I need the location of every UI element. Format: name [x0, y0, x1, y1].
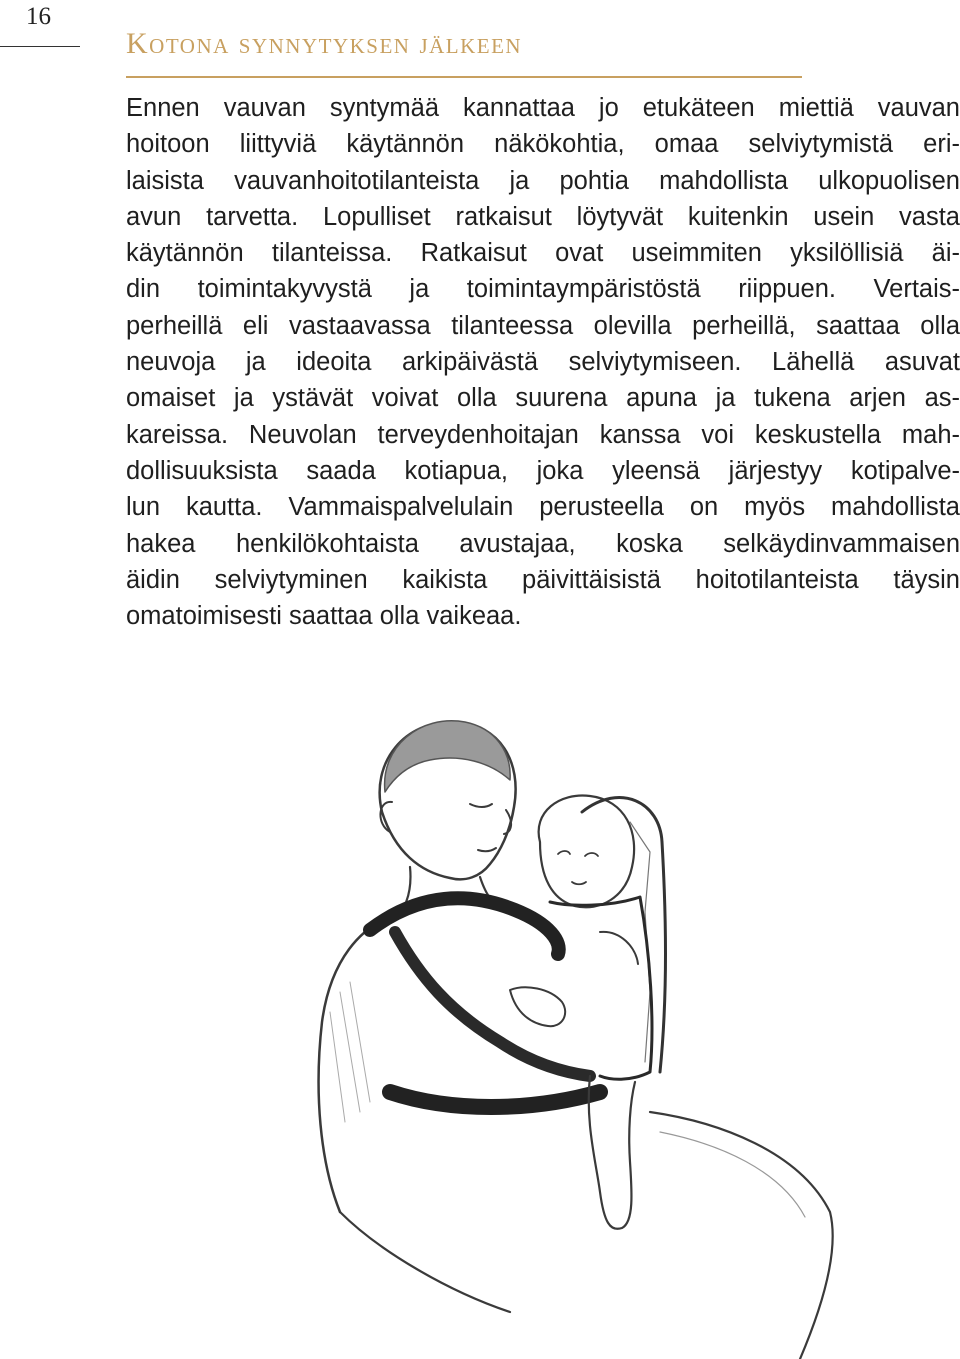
carrier-waist-band: [390, 1092, 600, 1107]
adult-arm: [340, 1212, 510, 1312]
body-line: din toimintakyvystä ja toimintaympäristöstä riippuen. Vertais-: [126, 275, 960, 304]
carrier-body: [550, 897, 652, 1079]
adult-back: [319, 914, 400, 1212]
adult-eye: [470, 804, 492, 807]
adult-lap: [650, 1112, 833, 1359]
baby-eye-right: [585, 853, 598, 856]
body-line: hakea henkilökohtaista avustajaa, koska selkäydinvammaisen: [126, 529, 960, 558]
adult-lap-shade: [660, 1132, 805, 1217]
baby-eye-left: [558, 851, 570, 854]
chapter-title: Kotona synnytyksen jälkeen: [126, 27, 523, 60]
parent-with-baby-carrier-illustration: [300, 692, 840, 1359]
body-line: neuvoja ja ideoita arkipäivästä selviytymiseen. Lähellä asuvat: [126, 348, 960, 377]
baby-mouth: [572, 882, 586, 884]
body-paragraph: [126, 90, 960, 634]
adult-mouth: [478, 848, 496, 851]
body-line: avun tarvetta. Lopulliset ratkaisut löytyvät kuitenkin usein vasta: [126, 202, 960, 231]
body-line: käytännön tilanteissa. Ratkaisut ovat useimmiten yksilöllisiä äi-: [126, 239, 960, 268]
baby-arm: [510, 987, 565, 1026]
body-line: kareissa. Neuvolan terveydenhoitajan kanssa voi keskustella mah-: [126, 420, 960, 449]
body-line: hoitoon liittyviä käytännön näkökohtia, omaa selviytymistä eri-: [126, 130, 960, 159]
body-line: lun kautta. Vammaispalvelulain perusteella on myös mahdollista: [126, 493, 960, 522]
shading-torso: [330, 982, 370, 1122]
page-number-rule: [0, 46, 80, 47]
body-line: Ennen vauvan syntymää kannattaa jo etukäteen miettiä vauvan: [126, 94, 960, 122]
body-line: äidin selviytyminen kaikista päivittäisistä hoitotilanteista täysin: [126, 565, 960, 594]
baby-arm-right: [600, 932, 638, 964]
page-number: 16: [26, 3, 51, 30]
title-rule: [126, 76, 802, 78]
body-line: omatoimisesti saattaa olla vaikeaa.: [126, 602, 522, 631]
adult-hair: [385, 721, 511, 792]
body-line: omaiset ja ystävät voivat olla suurena apuna ja tukena arjen as-: [126, 384, 960, 413]
body-line: perheillä eli vastaavassa tilanteessa olevilla perheillä, saattaa olla: [126, 311, 960, 340]
body-line: dollisuuksista saada kotiapua, joka yleensä järjestyy kotipalve-: [126, 456, 960, 485]
body-line: laisista vauvanhoitotilanteista ja pohtia mahdollista ulkopuolisen: [126, 166, 960, 195]
baby-head: [539, 795, 634, 907]
adult-ear: [380, 802, 392, 832]
